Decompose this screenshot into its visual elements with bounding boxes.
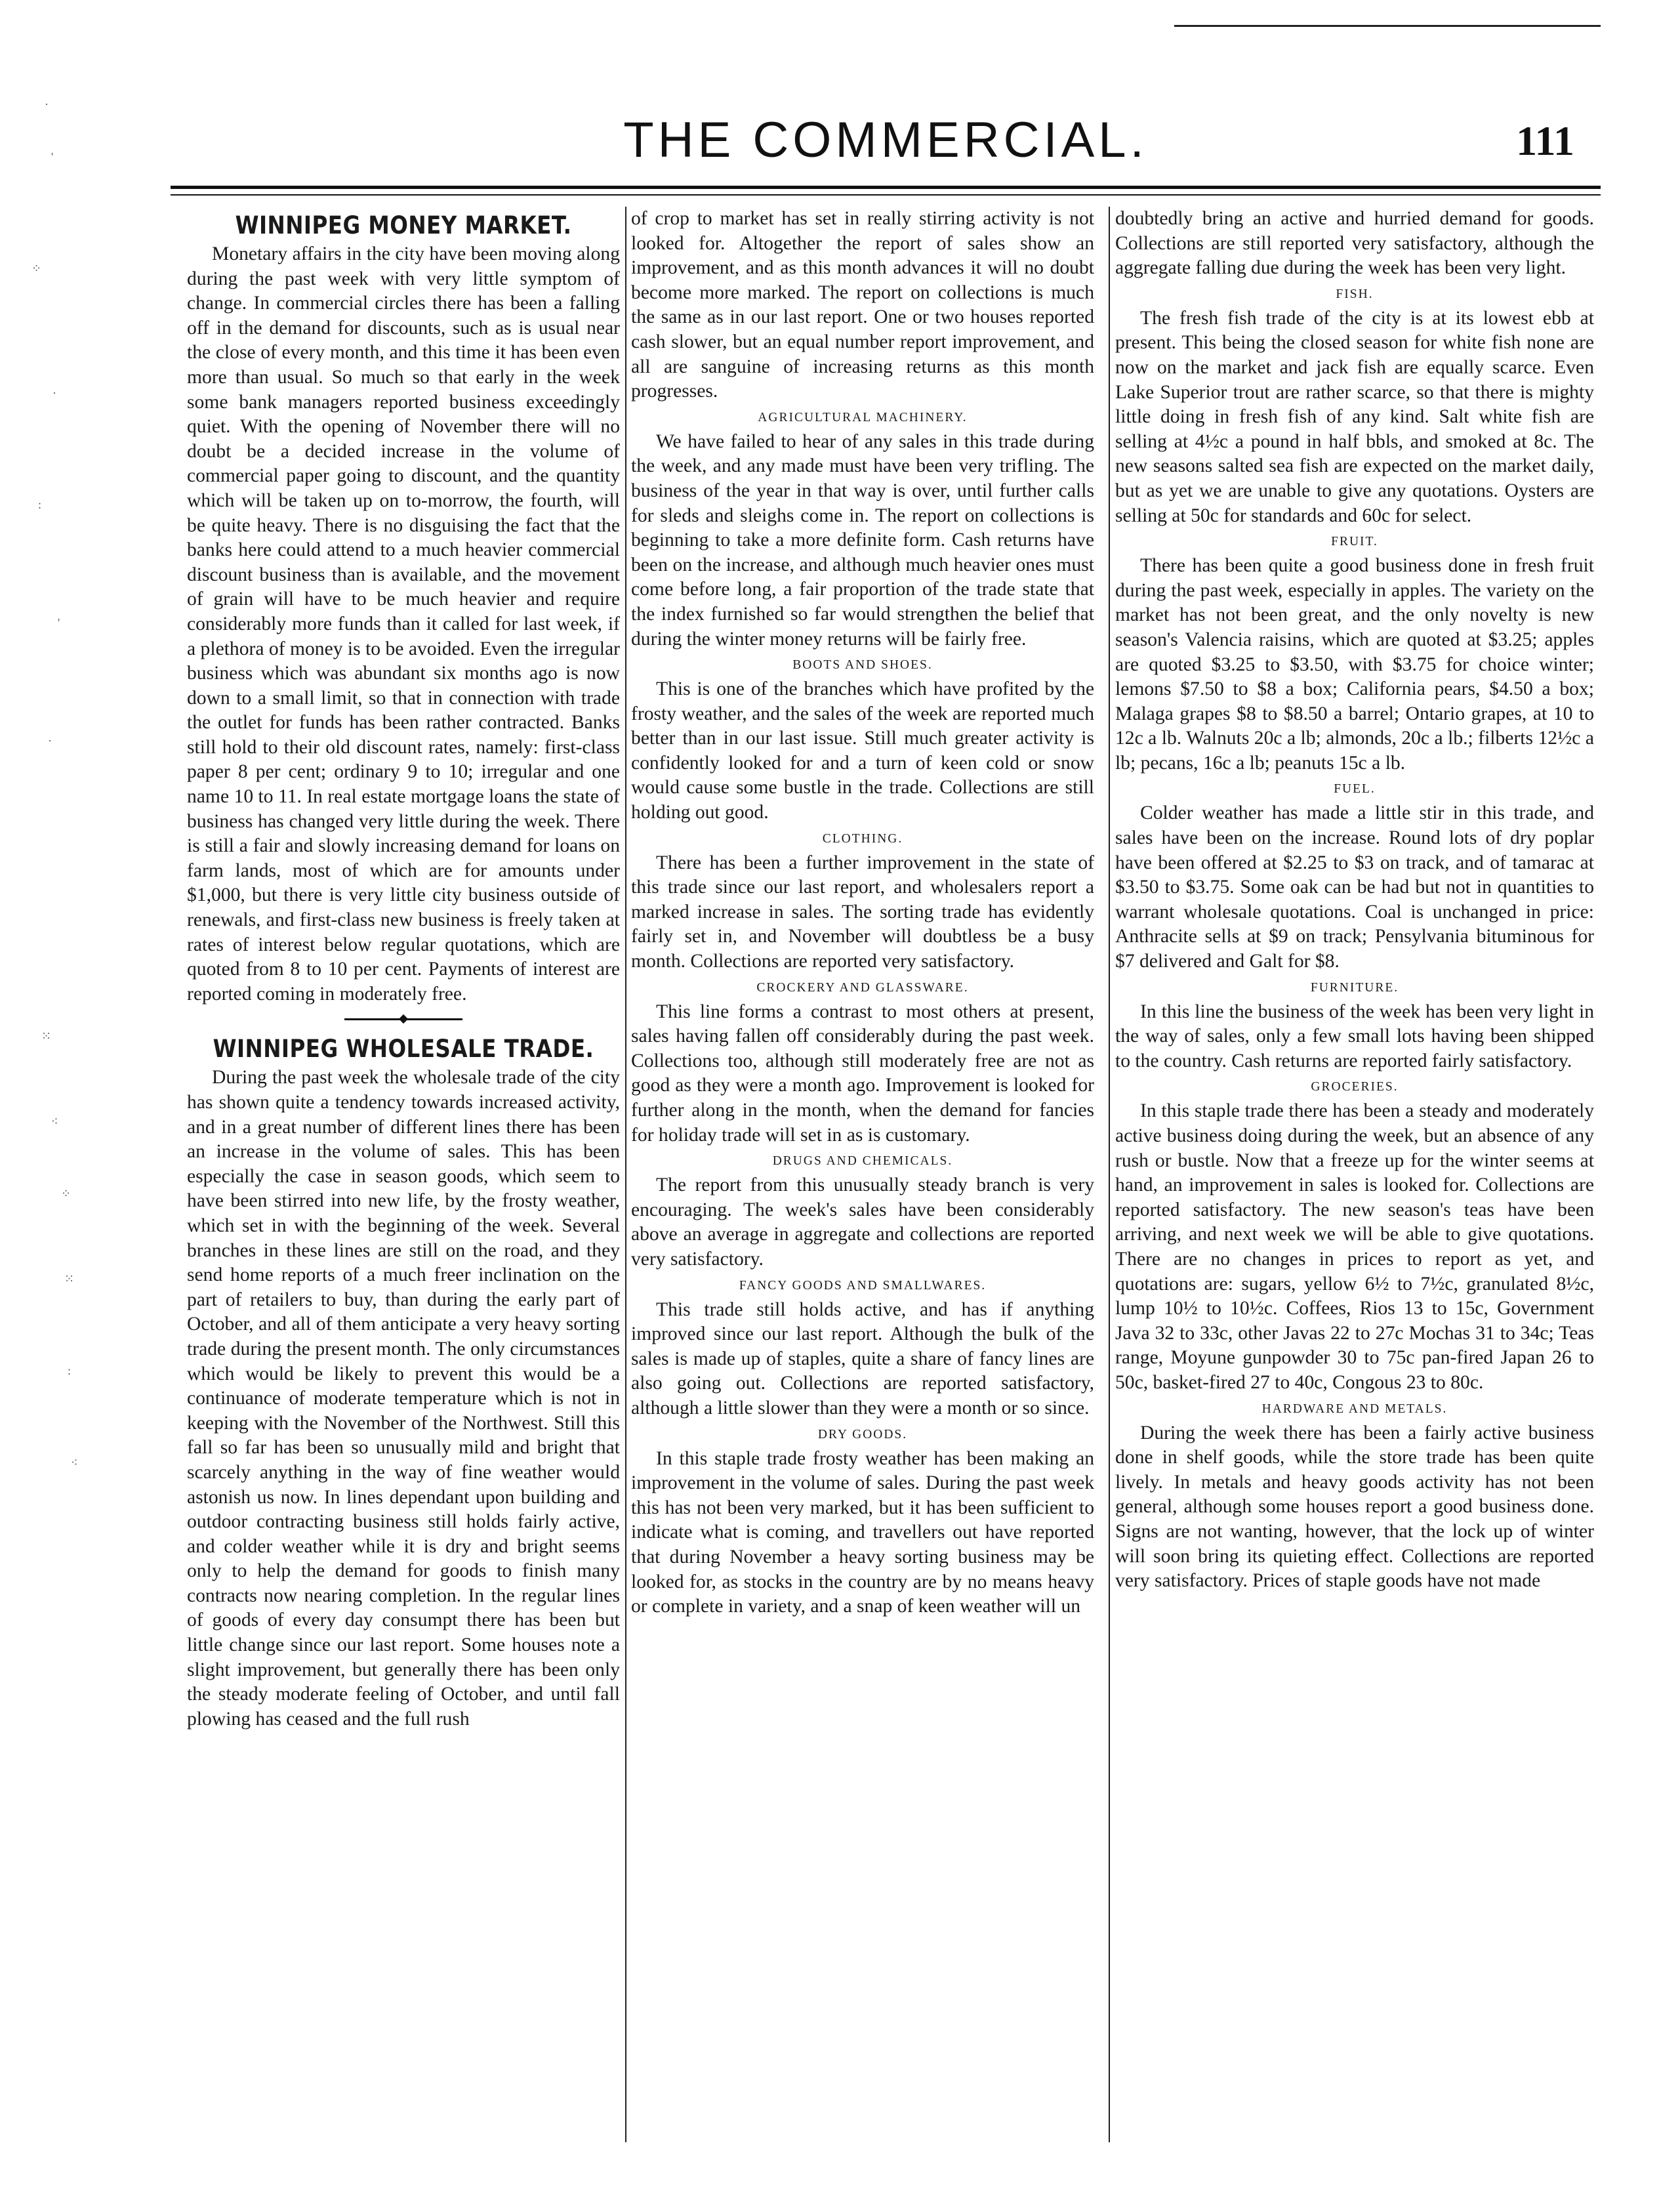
article-paragraph: The report from this unusually steady branch is very encouraging. The week's sales have been considerably above an average in aggregate and collections are reported very satisfactory. <box>631 1174 1094 1270</box>
header-rule-thin <box>171 194 1601 196</box>
article-paragraph: There has been quite a good business done in fresh fruit during the past week, especially in apples. The variety on the market has not been great, and the only novelty is new season's Valencia raisins, which are quoted at $3.25; apples are quoted $3.25 to $3.50, with $3.75 for choice winter; lemons $7.50 to $8 a box; California pears, $4.50 a box; Malaga grapes $8 to $8.50 a barrel; Ontario grapes, at 10 to 12c a lb. Walnuts 20c a lb; almonds, 20c a lb.; filberts 12½c a lb; pecans, 16c a lb; peanuts 15c a lb. <box>1115 555 1594 774</box>
section-subheading: FANCY GOODS AND SMALLWARES. <box>739 1278 987 1293</box>
page-number: 111 <box>1516 117 1574 164</box>
section-subheading: HARDWARE AND METALS. <box>1261 1401 1448 1416</box>
section-subheading: FRUIT. <box>1331 535 1378 549</box>
article-paragraph: of crop to market has set in really stirring activity is not looked for. Altogether the report of sales show an improvement, and as this month advances it will no doubt become more marked. The report on collections is much the same as in our last report. One or two houses reported cash slower, but an equal number report improvement, and all are sanguine of increasing returns as this month progresses. <box>631 208 1094 402</box>
section-subheading: FUEL. <box>1334 782 1376 797</box>
article-paragraph: This is one of the branches which have profited by the frosty weather, and the sales of the week are reported much better than in our last issue. Still much greater activity is confidently looked for and a turn of keen cold or snow would cause some bustle in the trade. Collections are still holding out good. <box>631 678 1094 823</box>
column-3 <box>1115 207 1594 2146</box>
section-subheading: CLOTHING. <box>822 831 903 846</box>
section-subheading: CROCKERY AND GLASSWARE. <box>756 980 969 995</box>
column-1 <box>187 207 620 2146</box>
article-paragraph: This trade still holds active, and has if anything improved since our last report. Although the bulk of the sales is made up of staples, quite a share of fancy lines are also going out. Collections are reported satisfactory, although a little slower than they were a month or so since. <box>631 1298 1094 1419</box>
scan-bottom-specks <box>79 2165 472 2191</box>
column-rule-2 <box>1109 207 1110 2142</box>
top-rule <box>1174 25 1601 27</box>
article-paragraph: We have failed to hear of any sales in this trade during the week, and any made must have been very trifling. The business of the year in that way is over, until further calls for sleds and sleighs come in. The report on collections is beginning to take a more definite form. Cash returns have been on the increase, and although much heavier ones must come before long, a fair proportion of the trade state that the index furnished so far would strengthen the belief that during the winter money returns will be fairly free. <box>631 430 1094 650</box>
article-paragraph: Colder weather has made a little stir in this trade, and sales have been on the increase. Round lots of dry poplar have been offered at $2.25 to $3 on track, and of tamarac at $3.50 to $3.75. Some oak can be had but not in quantities to warrant wholesale quotations. Coal is unchanged in price: Anthracite sells at $9 on track; Pensylvania bituminous for $7 delivered and Galt for $8. <box>1115 802 1594 972</box>
article-headline: WINNIPEG MONEY MARKET. <box>235 211 572 239</box>
section-subheading: AGRICULTURAL MACHINERY. <box>758 410 968 425</box>
article-paragraph: doubtedly bring an active and hurried demand for goods. Collections are still reported very satisfactory, although the aggregate falling due during the week has been very light. <box>1115 208 1594 279</box>
article-paragraph: In this staple trade frosty weather has been making an improvement in the volume of sales. During the past week this has not been very marked, but it has been sufficient to indicate what is coming, and travellers out have reported that during November a heavy sorting business may be looked for, as stocks in the country are by no means heavy or complete in variety, and a snap of keen weather will un <box>631 1447 1094 1617</box>
article-paragraph: In this staple trade there has been a steady and moderately active business doing during the week, but an absence of any rush or bustle. Now that a freeze up for the winter seems at hand, an improvement in sales is looked for. Collections are reported satisfactory. The new season's teas have been arriving, and next week we will be able to give quotations. There are no changes in prices to report as yet, and quotations are: sugars, yellow 6½ to 7½c, granulated 8½c, lump 10½ to 10½c. Coffees, Rios 13 to 15c, Government Java 32 to 33c, other Javas 22 to 27c Mochas 31 to 34c; Teas range, Moyune gunpowder 30 to 75c pan-fired Japan 26 to 50c, basket-fired 27 to 40c, Congous 23 to 80c. <box>1115 1100 1594 1393</box>
masthead-bar <box>171 98 1601 177</box>
article-paragraph: In this line the business of the week has been very light in the way of sales, only a few small lots having been shipped to the country. Cash returns are reported fairly satisfactory. <box>1115 1001 1594 1071</box>
article-paragraph: This line forms a contrast to most others at present, sales having fallen off considerably during the past week. Collections too, although still moderately free are not as good as they were a month ago. Improvement is looked for further along in the month, when the demand for fancies for holiday trade will set in as is customary. <box>631 1001 1094 1146</box>
section-subheading: FISH. <box>1336 287 1374 301</box>
publication-title: THE COMMERCIAL. <box>623 112 1148 168</box>
scan-margin-specks: · ' ⁘ · : ' · ⁙ ⁖ ⁘ ⁙ : ⁖ <box>31 98 78 1469</box>
section-subheading: DRY GOODS. <box>817 1427 908 1442</box>
article-paragraph: The fresh fish trade of the city is at its lowest ebb at present. This being the closed season for white fish none are now on the market and jack fish are equally scarce. Even Lake Superior trout are rather scarce, so that there is mighty little doing in fresh fish of any kind. Salt white fish are selling at 4½c a pound in half bbls, and smoked at 8c. The new seasons salted sea fish are expected on the market daily, but as yet we are unable to give any quotations. Oysters are selling at 50c for standards and 60c for select. <box>1115 307 1594 526</box>
section-subheading: BOOTS AND SHOES. <box>792 658 933 673</box>
article-paragraph: During the week there has been a fairly active business done in shelf goods, while the store trade has been quite lively. In metals and heavy goods activity has not been general, although some houses report a good business done. Signs are not wanting, however, that the lock up of winter will soon bring its quieting effect. Collections are reported very satisfactory. Prices of staple goods have not made <box>1115 1422 1594 1592</box>
article-headline: WINNIPEG WHOLESALE TRADE. <box>213 1035 594 1064</box>
section-subheading: DRUGS AND CHEMICALS. <box>772 1154 953 1169</box>
column-rule-1 <box>625 207 626 2142</box>
article-paragraph: There has been a further improvement in the state of this trade since our last report, and wholesalers report a marked increase in sales. The sorting trade has evidently fairly set in, and November will doubtless be a busy month. Collections are reported very satisfactory. <box>631 852 1094 972</box>
article-paragraph: Monetary affairs in the city have been moving along during the past week with very little symptom of change. In commercial circles there has been a falling off in the demand for discounts, such as is usual near the close of every month, and this time it has been even more than usual. So much so that early in the week some bank managers reported business exceedingly quiet. With the opening of November there will no doubt be a decided increase in the volume of commercial paper going to discount, and the quantity which will be taken up on to-morrow, the fourth, will be quite heavy. There is no disguising the fact that the banks here could attend to a much heavier commercial discount business than is available, and the movement of grain will have to be much heavier and require considerably more funds than it called for last week, if a plethora of money is to be avoided. Even the irregular business which was abundant six months ago is now down to a small limit, so that in connection with trade the outlet for funds has been rather contracted. Banks still hold to their old discount rates, namely: first-class paper 8 per cent; ordinary 9 to 10; irregular and one name 10 to 11. In real estate mortgage loans the state of business has changed very little during the week. There is still a fair and slowly increasing demand for loans on farm lands, most of which are for amounts under $1,000, but there is very little city business outside of renewals, and first-class new business is freely taken at rates of interest below regular quotations, which are quoted from 8 to 10 per cent. Payments of interest are reported coming in moderately free. <box>187 243 620 1005</box>
section-divider-ornament <box>344 1016 462 1022</box>
header-rule-thick <box>171 186 1601 189</box>
section-subheading: GROCERIES. <box>1311 1080 1399 1094</box>
section-subheading: FURNITURE. <box>1310 980 1399 995</box>
column-2 <box>631 207 1094 2146</box>
article-paragraph: During the past week the wholesale trade of the city has shown quite a tendency towards increased activity, and in a great number of different lines there has been an increase in the volume of sales. This has been especially the case in season goods, which seem to have been stirred into new life, by the frosty weather, which set in with the beginning of the week. Several branches in these lines are still on the road, and they send home reports of a much freer inclination on the part of retailers to buy, than during the early part of October, and all of them anticipate a very heavy sorting trade during the present month. The only circumstances which would be likely to prevent this would be a continuance of moderate temperature which is not in keeping with the November of the Northwest. Still this fall so far has been so unusually mild and bright that scarcely anything in the way of fine weather would astonish us now. In lines dependant upon building and outdoor contracting business still holds fairly active, and colder weather while it is dry and bright seems only to help the demand for goods to finish many contracts now nearing completion. In the regular lines of goods of every day consumpt there has been but little change since our last report. Some houses note a slight improvement, but generally there has been only the steady moderate feeling of October, and until fall plowing has ceased and the full rush <box>187 1067 620 1730</box>
